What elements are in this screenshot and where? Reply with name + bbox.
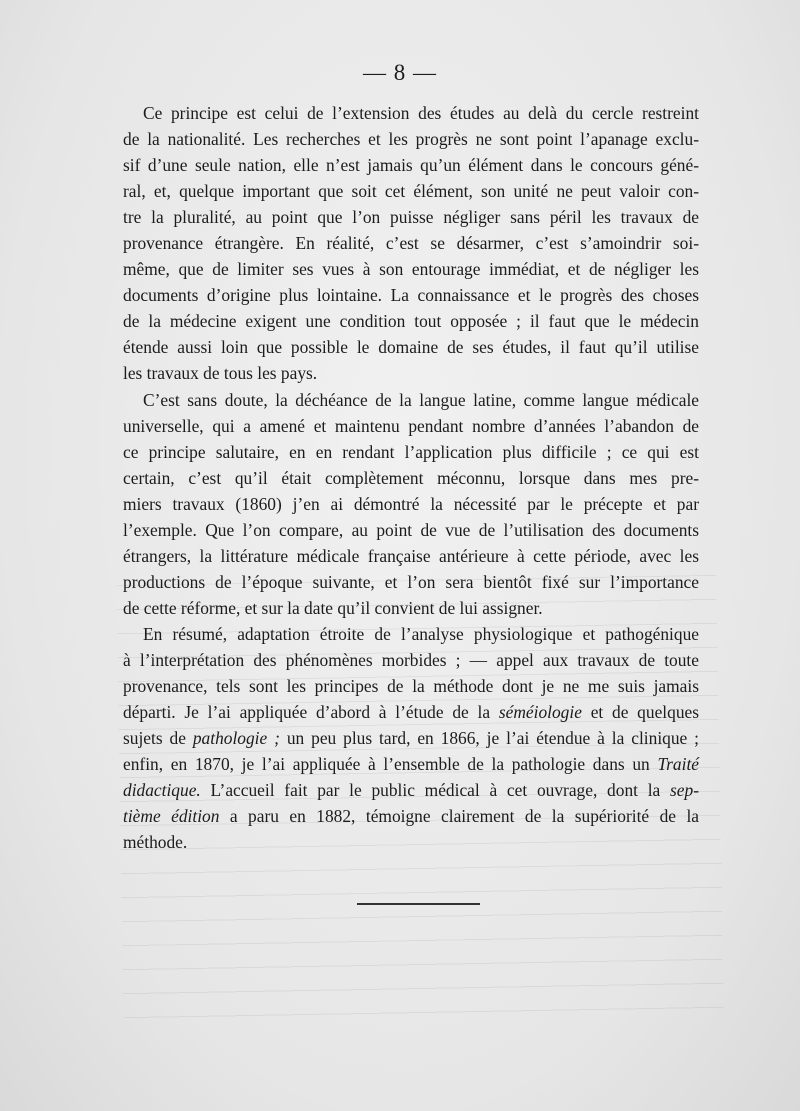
text-line	[123, 829, 699, 855]
text-run: L’accueil fait par le public médical à cet ouvrage, dont la	[200, 780, 671, 801]
text-run: tre la pluralité, au point que l’on puisse négliger sans péril les travaux de	[123, 207, 699, 228]
text-run: de la nationalité. Les recherches et les progrès ne sont point l’apanage exclu-	[123, 129, 699, 150]
text-run: enfin, en 1870, je l’ai appliquée à l’ensemble de la pathologie dans un	[123, 754, 658, 775]
text-line	[123, 282, 699, 308]
text-line	[123, 517, 699, 543]
text-line	[123, 621, 699, 647]
text-line	[123, 543, 699, 569]
text-run: l’exemple. Que l’on compare, au point de vue de l’utilisation des documents	[123, 519, 699, 540]
text-run: miers travaux (1860) j’en ai démontré la nécessité par le précepte et par	[123, 493, 699, 514]
text-run: ce principe salutaire, en en rendant l’application plus difficile ; ce qui est	[123, 441, 699, 462]
text-run: provenance, tels sont les principes de la méthode dont je ne me suis jamais	[123, 676, 699, 697]
text-line	[123, 256, 699, 282]
text-line	[123, 699, 699, 725]
text-line	[123, 465, 699, 491]
text-line	[123, 569, 699, 595]
italic-run: séméiologie	[498, 702, 582, 723]
text-line	[123, 387, 699, 413]
italic-run: didactique.	[123, 780, 201, 801]
text-run: universelle, qui a amené et maintenu pendant nombre d’années l’abandon de	[123, 415, 699, 436]
text-line	[123, 777, 699, 803]
end-rule	[357, 903, 480, 905]
text-line	[123, 491, 699, 517]
text-run: En résumé, adaptation étroite de l’analyse physiologique et pathogénique	[143, 623, 699, 644]
text-line	[123, 230, 699, 256]
text-line	[123, 413, 699, 439]
text-line	[123, 751, 699, 777]
text-run: de la médecine exigent une condition tout opposée ; il faut que le médecin	[123, 311, 699, 332]
text-run: à l’interprétation des phénomènes morbides ; — appel aux travaux de toute	[123, 649, 699, 670]
text-run: méthode.	[123, 832, 188, 853]
text-run: un peu plus tard, en 1866, je l’ai étendue à la clinique ;	[279, 728, 700, 749]
text-run: C’est sans doute, la déchéance de la langue latine, comme langue médicale	[143, 389, 699, 410]
text-line	[123, 673, 699, 699]
text-line	[123, 725, 699, 751]
text-run: les travaux de tous les pays.	[123, 363, 318, 384]
text-run: a paru en 1882, témoigne clairement de la supériorité de la	[219, 806, 699, 827]
text-run: productions de l’époque suivante, et l’on sera bientôt fixé sur l’importance	[123, 571, 699, 592]
italic-run: Traité	[657, 754, 699, 775]
text-run: provenance étrangère. En réalité, c’est se désarmer, c’est s’amoindrir soi-	[123, 233, 699, 254]
text-run: étende aussi loin que possible le domaine de ses études, il faut qu’il utilise	[123, 337, 699, 358]
text-run: ral, et, quelque important que soit cet élément, son unité ne peut valoir con-	[123, 181, 699, 202]
text-line	[123, 152, 699, 178]
text-run: sif d’une seule nation, elle n’est jamais qu’un élément dans le concours géné-	[123, 155, 699, 176]
text-line	[123, 439, 699, 465]
text-line	[123, 126, 699, 152]
text-run: documents d’origine plus lointaine. La connaissance et le progrès des choses	[123, 285, 699, 306]
text-run: de cette réforme, et sur la date qu’il convient de lui assigner.	[123, 597, 543, 618]
italic-run: pathologie ;	[192, 728, 280, 749]
text-run: départi. Je l’ai appliquée d’abord à l’étude de la	[123, 702, 499, 723]
text-line	[123, 360, 699, 386]
text-line	[123, 308, 699, 334]
text-line	[123, 803, 699, 829]
text-line	[123, 204, 699, 230]
text-run: même, que de limiter ses vues à son entourage immédiat, et de négliger les	[123, 259, 699, 280]
body-text	[123, 100, 699, 855]
text-line	[123, 334, 699, 360]
text-run: et de quelques	[581, 702, 700, 723]
text-line	[123, 647, 699, 673]
text-line	[123, 100, 699, 126]
text-line	[123, 595, 699, 621]
italic-run: tième édition	[123, 806, 220, 827]
text-run: certain, c’est qu’il était complètement méconnu, lorsque dans mes pre-	[123, 467, 699, 488]
text-run: Ce principe est celui de l’extension des études au delà du cercle restreint	[143, 103, 699, 123]
page-number: — 8 —	[363, 60, 437, 85]
italic-run: sep-	[670, 780, 699, 801]
text-line	[123, 178, 699, 204]
text-run: sujets de	[123, 728, 193, 749]
text-run: étrangers, la littérature médicale française antérieure à cette période, avec les	[123, 545, 699, 566]
